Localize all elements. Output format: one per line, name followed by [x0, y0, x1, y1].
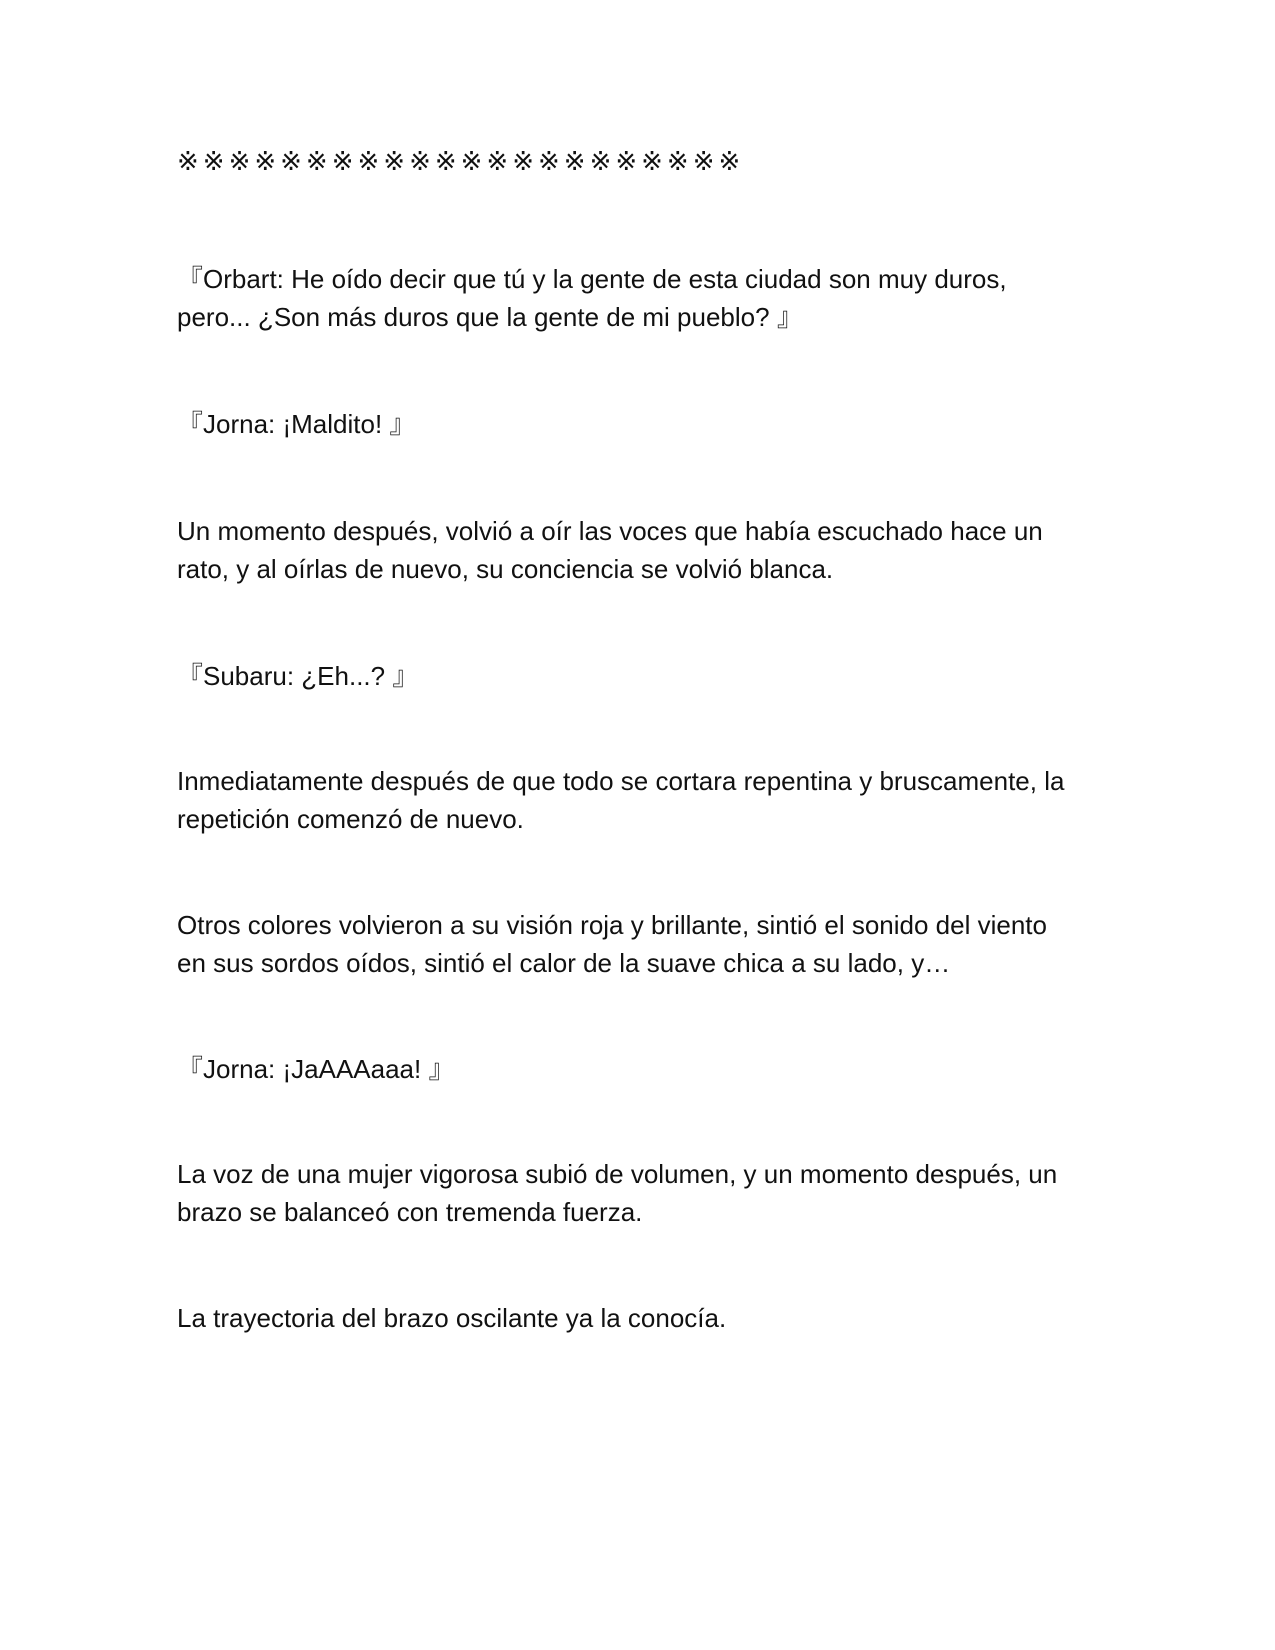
narration-2-line-2: repetición comenzó de nuevo.: [177, 804, 524, 834]
narration-4-line-1: La voz de una mujer vigorosa subió de volumen, y un momento después, un: [177, 1159, 1058, 1189]
narration-2-line-1: Inmediatamente después de que todo se cortara repentina y bruscamente, la: [177, 766, 1065, 796]
dialogue-jorna-2: 『Jorna: ¡JaAAAaaa! 』: [177, 1054, 455, 1084]
dialogue-subaru: 『Subaru: ¿Eh...? 』: [177, 661, 419, 691]
narration-3-line-1: Otros colores volvieron a su visión roja y brillante, sintió el sonido del viento: [177, 910, 1047, 940]
dialogue-orbart-line-2: pero... ¿Son más duros que la gente de mi pueblo? 』: [177, 302, 803, 332]
narration-1-line-1: Un momento después, volvió a oír las voces que había escuchado hace un: [177, 516, 1043, 546]
dialogue-jorna-1: 『Jorna: ¡Maldito! 』: [177, 409, 416, 439]
dialogue-orbart-line-1: 『Orbart: He oído decir que tú y la gente de esta ciudad son muy duros,: [177, 264, 1007, 294]
narration-4-line-2: brazo se balanceó con tremenda fuerza.: [177, 1197, 643, 1227]
scene-separator: ※※※※※※※※※※※※※※※※※※※※※※: [177, 147, 745, 177]
narration-1-line-2: rato, y al oírlas de nuevo, su conciencia se volvió blanca.: [177, 554, 834, 584]
narration-5: La trayectoria del brazo oscilante ya la conocía.: [177, 1303, 727, 1333]
narration-3-line-2: en sus sordos oídos, sintió el calor de la suave chica a su lado, y…: [177, 948, 951, 978]
